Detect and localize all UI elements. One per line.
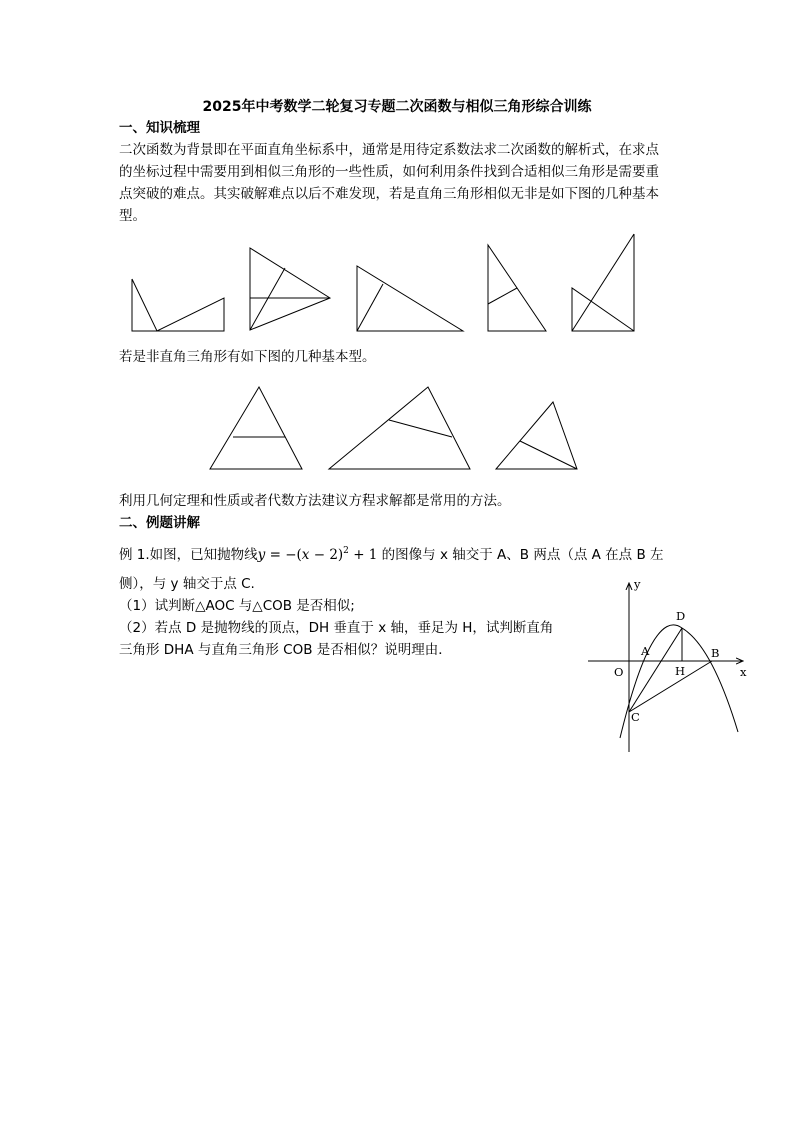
page-title: 2025年中考数学二轮复习专题二次函数与相似三角形综合训练 xyxy=(202,99,592,115)
paragraph-line: 的坐标过程中需要用到相似三角形的一些性质，如何利用条件找到合适相似三角形是需要重 xyxy=(119,164,659,180)
formula-tail: + 1 xyxy=(348,547,378,563)
paragraph-line: 二次函数为背景即在平面直角坐标系中，通常是用待定系数法求二次函数的解析式，在求点 xyxy=(119,142,659,158)
label-D: D xyxy=(676,609,686,623)
label-y: y xyxy=(634,577,641,591)
paragraph-line: 点突破的难点。其实破解难点以后不难发现，若是直角三角形相似无非是如下图的几种基本 xyxy=(119,186,659,202)
formula-y: y xyxy=(257,547,266,563)
paragraph-line: 型。 xyxy=(119,208,146,224)
label-A: A xyxy=(641,644,650,658)
formula-eq: = −( xyxy=(265,547,302,563)
example-intro: 例 1.如图，已知抛物线 xyxy=(119,547,258,563)
paragraph-line: 若是非直角三角形有如下图的几种基本型。 xyxy=(119,349,376,365)
label-C: C xyxy=(631,710,640,724)
example-1-line-2: 侧），与 y 轴交于点 C. xyxy=(119,576,255,592)
formula-exponent: 2 xyxy=(343,546,349,556)
label-x: x xyxy=(740,665,747,679)
example-1-question-1: （1）试判断△AOC 与△COB 是否相似; xyxy=(119,598,355,614)
section-heading-examples: 二、例题讲解 xyxy=(119,515,200,531)
example-1-question-2-line-2: 三角形 DHA 与直角三角形 COB 是否相似？说明理由． xyxy=(119,642,452,658)
segment-CB xyxy=(629,661,712,712)
label-H: H xyxy=(675,664,686,678)
formula-x: x xyxy=(301,547,310,563)
example-1-question-2-line-1: （2）若点 D 是抛物线的顶点，DH 垂直于 x 轴，垂足为 H，试判断直角 xyxy=(119,620,554,636)
label-B: B xyxy=(711,646,720,660)
paragraph-line: 利用几何定理和性质或者代数方法建议方程求解都是常用的方法。 xyxy=(119,493,511,509)
example-after-formula: 的图像与 x 轴交于 A、B 两点（点 A 在点 B 左 xyxy=(377,547,664,563)
label-O: O xyxy=(614,665,624,679)
section-heading-knowledge: 一、知识梳理 xyxy=(119,120,200,136)
formula-rest: − 2) xyxy=(309,547,344,563)
